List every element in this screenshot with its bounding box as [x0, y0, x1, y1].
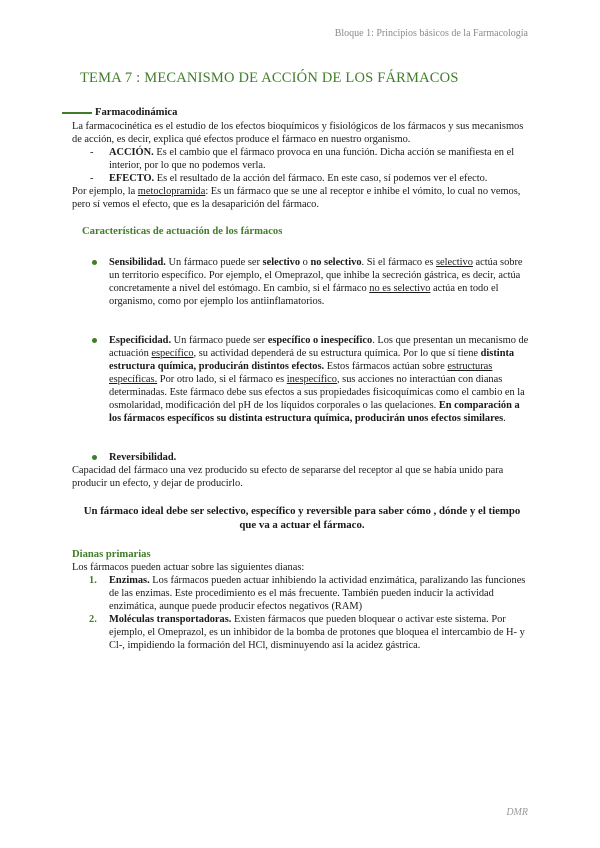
- targets-list: [72, 574, 532, 652]
- section-heading-dianas: Dianas primarias: [72, 549, 151, 560]
- list-item: 2. Moléculas transportadoras. Existen fármacos que pueden bloquear o activar este sistema. Por ejemplo, el Omeprazol, es un inhibidor de la bomba de protones que bloquea el intercambio de H- y Cl-, impidiendo la formación del HCl, disminuyendo así la acidez gástrica.: [89, 614, 525, 651]
- characteristics-list: [72, 256, 532, 464]
- bullet-icon: [92, 338, 97, 343]
- example-paragraph: Por ejemplo, la metoclopramida: Es un fármaco que se une al receptor e inhibe el vómito, lo cual no vemos, pero sí vemos el efecto, que es la desaparición del fármaco.: [72, 186, 521, 210]
- intro-paragraph: La farmacocinética es el estudio de los efectos bioquímicos y fisiológicos de los fármacos y sus mecanismos de acción, es decir, explica qué efectos produce el fármaco en nuestro organismo.: [72, 121, 524, 145]
- list-item: Especificidad. Un fármaco puede ser específico o inespecífico. Los que presentan un mecanismo de actuación específico, su actividad dependerá de su estructura química. Por lo que sí tiene distinta estructura química, producirán distintos efectos. Estos fármacos actúan sobre estructuras específicas. Por otro lado, si el fármaco es inespecífico, sus acciones no interactúan con dianas determinadas. Este fármaco debe sus efectos a sus propiedades fisicoquímicas como el cambio en la osmolaridad, modificación del pH de los líquidos corporales o las quelaciones. En comparación a los fármacos específicos su distinta estructura química, producirán unos efectos similares.: [72, 334, 532, 425]
- section-heading-caracteristicas: Características de actuación de los fármacos: [82, 226, 283, 237]
- definitions-list: [72, 146, 532, 185]
- page-footer: DMR: [506, 807, 528, 818]
- page-header: Bloque 1: Principios básicos de la Farmacología: [334, 28, 528, 39]
- list-item: Sensibilidad. Un fármaco puede ser selectivo o no selectivo. Si el fármaco es selectivo actúa sobre un territorio específico. Por ejemplo, el Omeprazol, que inhibe la secreción gástrica, es decir, actúa concretamente a nivel del estómago. En cambio, si el fármaco no es selectivo actúa en todo el organismo, como por ejemplo los antiinflamatorios.: [72, 256, 532, 308]
- list-item: - ACCIÓN. Es el cambio que el fármaco provoca en una función. Dicha acción se manifiesta en el interior, por lo que no podemos verla.: [90, 147, 515, 171]
- ideal-drug-statement: Un fármaco ideal debe ser selectivo, específico y reversible para saber cómo , dónde y el tiempo que va a actuar el fármaco.: [83, 505, 521, 531]
- list-item: - EFECTO. Es el resultado de la acción del fármaco. En este caso, sí podemos ver el efecto.: [90, 173, 488, 184]
- document-body: [72, 106, 532, 652]
- reversibility-paragraph: Capacidad del fármaco una vez producido su efecto de separarse del receptor al que se había unido para producir un efecto, y dejar de producirlo.: [72, 465, 504, 489]
- dianas-intro: Los fármacos pueden actuar sobre las siguientes dianas:: [72, 562, 305, 573]
- bullet-icon: [92, 260, 97, 265]
- list-item: Reversibilidad.: [72, 451, 532, 464]
- heading-rule: [62, 112, 92, 114]
- section-heading-farmacodinamica: [72, 106, 532, 119]
- bullet-icon: [92, 455, 97, 460]
- heading-text: Farmacodinámica: [95, 107, 178, 118]
- list-item: 1. Enzimas. Los fármacos pueden actuar inhibiendo la actividad enzimática, paralizando las funciones de las enzimas. Este procedimiento es el más frecuente. También pueden inducir la actividad enzimática, aunque puede producir efectos negativos (RAM): [89, 575, 526, 612]
- page-title: TEMA 7 : MECANISMO DE ACCIÓN DE LOS FÁRMACOS: [80, 70, 459, 86]
